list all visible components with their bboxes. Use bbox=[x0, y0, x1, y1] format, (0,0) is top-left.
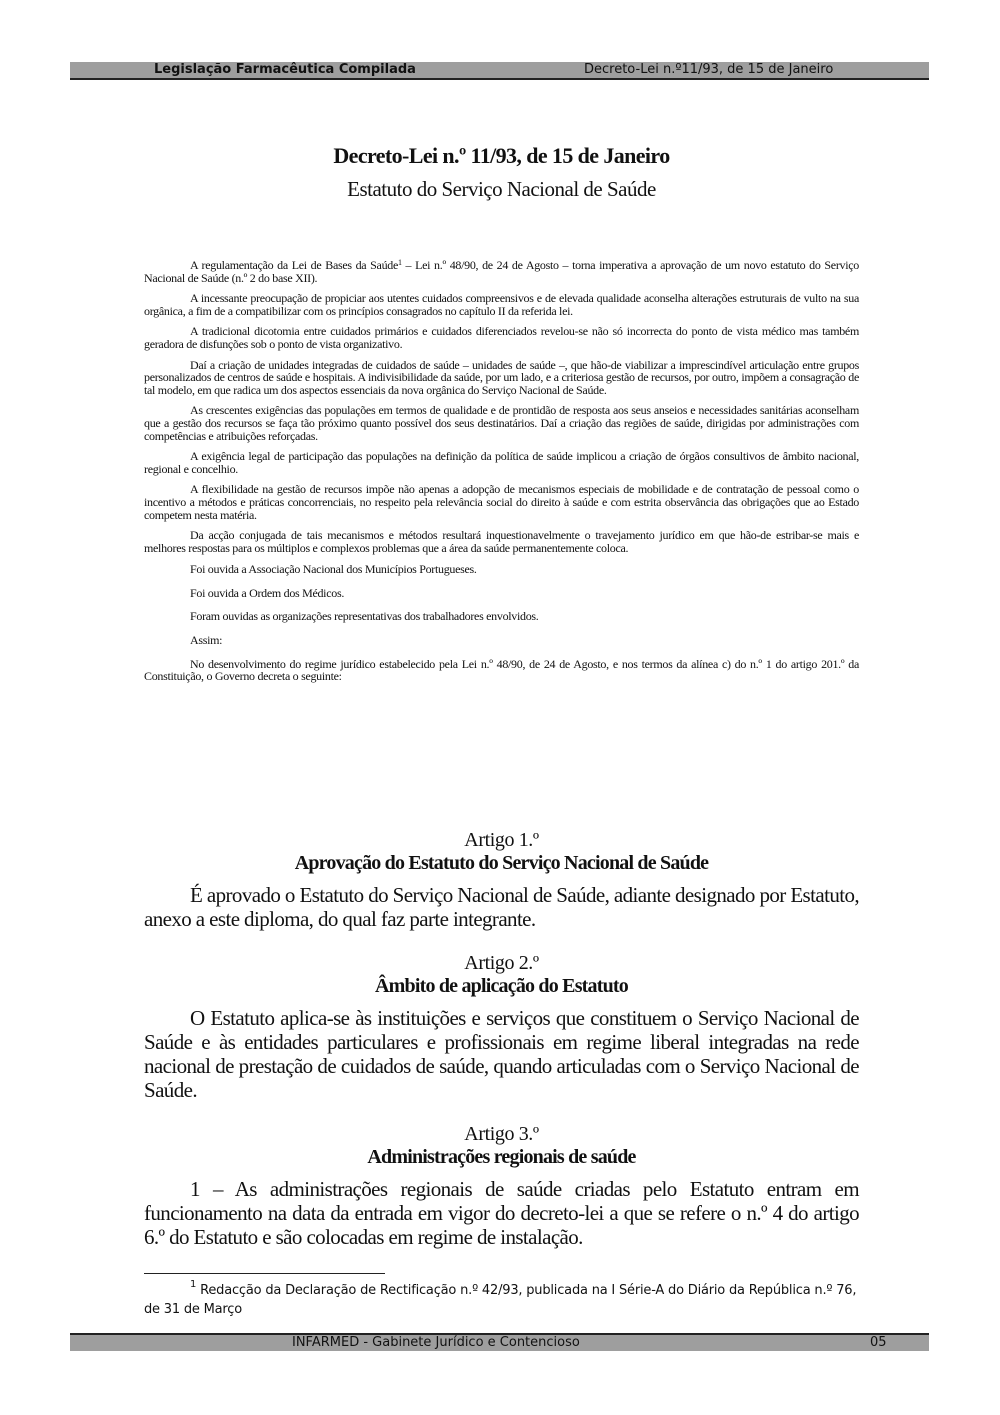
preamble-paragraph: A incessante preocupação de propiciar aos utentes cuidados compreensivos e de elevada qualidade aconselha alterações estruturais de vulto na sua orgânica, a fim de a compatibilizar com os princípios consagrados no capítulo II da referida lei. bbox=[144, 291, 859, 318]
article-1 bbox=[144, 829, 859, 931]
preamble-paragraph: Daí a criação de unidades integradas de cuidados de saúde – unidades de saúde –, que hão-de viabilizar a imprescindível articulação entre grupos personalizados de centros de saúde e hospitais. A indivisibilidade da saúde, por um lado, e a criteriosa gestão de recursos, por outro, impõem a consagração de tal modelo, em que radica um dos aspectos essenciais da nova orgânica do Serviço Nacional de Saúde. bbox=[144, 357, 859, 397]
preamble bbox=[144, 259, 859, 691]
footer-organization: INFARMED - Gabinete Jurídico e Contencioso bbox=[292, 1335, 580, 1350]
article-text: 1 – As administrações regionais de saúde criadas pelo Estatuto entram em funcionamento na data da entrada em vigor do decreto-lei a que se refere o n.º 4 do artigo 6.º do Estatuto e são colocadas em regime de instalação. bbox=[144, 1177, 859, 1249]
document-title: Decreto-Lei n.º 11/93, de 15 de Janeiro bbox=[333, 143, 670, 168]
header-right-title: Decreto-Lei n.º11/93, de 15 de Janeiro bbox=[584, 62, 834, 77]
preamble-paragraph: No desenvolvimento do regime jurídico estabelecido pela Lei n.º 48/90, de 24 de Agosto, e nos termos da alínea c) do n.º 1 do artigo 201.º da Constituição, o Governo decreta o seguinte: bbox=[144, 656, 859, 684]
footnote-text: Redacção da Declaração de Rectificação n.º 42/93, publicada na I Série-A do Diário da República n.º 76, de 31 de Março bbox=[144, 1283, 857, 1317]
document-subtitle: Estatuto do Serviço Nacional de Saúde bbox=[347, 177, 656, 201]
article-number: Artigo 2.º bbox=[464, 952, 539, 974]
preamble-text: – Lei n.º 48/90, de 24 de Agosto – torna imperativa a aprovação de um novo estatuto do Serviço Nacional de Saúde (n.º 2 do base XII). bbox=[144, 258, 859, 285]
header-left-title: Legislação Farmacêutica Compilada bbox=[154, 62, 416, 77]
page-footer bbox=[70, 1333, 929, 1351]
articles bbox=[144, 829, 859, 1270]
preamble-paragraph: Assim: bbox=[190, 633, 223, 648]
footnote bbox=[144, 1281, 859, 1319]
page-number: 05 bbox=[870, 1335, 887, 1350]
footnote-marker: 1 bbox=[190, 1279, 197, 1290]
article-title: Âmbito de aplicação do Estatuto bbox=[375, 975, 628, 997]
preamble-paragraph: Foi ouvida a Associação Nacional dos Municípios Portugueses. bbox=[190, 562, 477, 577]
page-header bbox=[70, 62, 929, 80]
article-number: Artigo 1.º bbox=[464, 829, 539, 851]
footnote-reference[interactable]: 1 bbox=[398, 258, 402, 267]
preamble-paragraph: As crescentes exigências das populações em termos de qualidade e de prontidão de resposta aos seus anseios e necessidades sanitárias aconselham que a gestão dos recursos se faça tão próximo quanto possível dos seus destinatários. Daí a criação das regiões de saúde, dirigidas por administrações com competências e atribuições reforçadas. bbox=[144, 403, 859, 443]
preamble-text: A regulamentação da Lei de Bases da Saúde bbox=[190, 258, 398, 272]
article-2 bbox=[144, 952, 859, 1102]
preamble-paragraph: Foi ouvida a Ordem dos Médicos. bbox=[190, 585, 345, 600]
footnote-divider bbox=[144, 1273, 385, 1274]
article-text: O Estatuto aplica-se às instituições e serviços que constituem o Serviço Nacional de Saúde e às entidades particulares e profissionais em regime liberal integradas na rede nacional de prestação de cuidados de saúde, quando articuladas com o Serviço Nacional de Saúde. bbox=[144, 1006, 859, 1102]
preamble-paragraph: Foram ouvidas as organizações representativas dos trabalhadores envolvidos. bbox=[190, 609, 539, 624]
article-text: É aprovado o Estatuto do Serviço Nacional de Saúde, adiante designado por Estatuto, anexo a este diploma, do qual faz parte integrante. bbox=[144, 883, 859, 931]
preamble-paragraph: Da acção conjugada de tais mecanismos e métodos resultará inquestionavelmente o travejamento jurídico em que hão-de estribar-se mais e melhores respostas para os múltiplos e complexos problemas que a área da saúde permanentemente coloca. bbox=[144, 528, 859, 555]
preamble-paragraph: A tradicional dicotomia entre cuidados primários e cuidados diferenciados revelou-se não só incorrecta do ponto de vista médico mas também geradora de disfunções sob o ponto de vista organizativo. bbox=[144, 324, 859, 351]
preamble-paragraph: A exigência legal de participação das populações na definição da política de saúde implicou a criação de órgãos consultivos de âmbito nacional, regional e concelhio. bbox=[144, 449, 859, 476]
preamble-paragraph bbox=[144, 259, 859, 284]
article-number: Artigo 3.º bbox=[464, 1123, 539, 1145]
article-3 bbox=[144, 1123, 859, 1249]
article-title: Aprovação do Estatuto do Serviço Nacional de Saúde bbox=[294, 852, 709, 874]
article-title: Administrações regionais de saúde bbox=[367, 1146, 636, 1168]
preamble-paragraph: A flexibilidade na gestão de recursos impõe não apenas a adopção de mecanismos especiais de mobilidade e de contratação de pessoal como o incentivo a métodos e práticas concorrenciais, no respeito pela relevância social do direito à saúde e com estrita observância das obrigações que ao Estado competem nesta matéria. bbox=[144, 482, 859, 522]
